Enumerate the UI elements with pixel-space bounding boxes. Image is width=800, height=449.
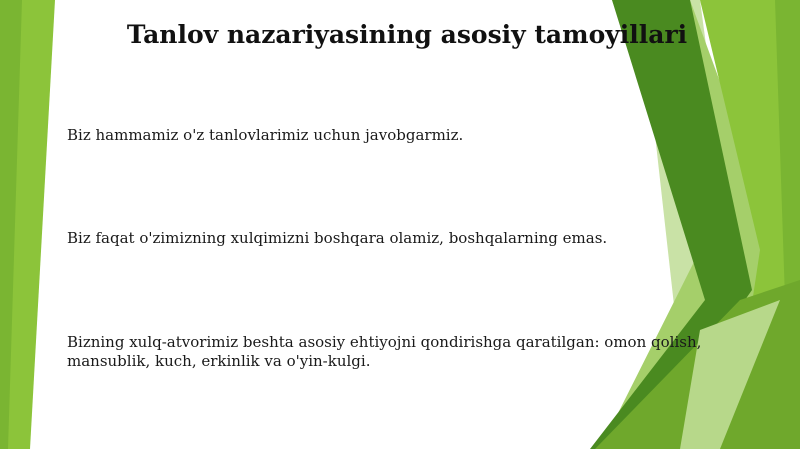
- principle-1: Biz hammamiz o'z tanlovlarimiz uchun javobgarmiz.: [67, 126, 464, 144]
- principle-2: Biz faqat o'zimizning xulqimizni boshqara olamiz, boshqalarning emas.: [67, 229, 608, 247]
- slide-title: Tanlov nazariyasining asosiy tamoyillari: [126, 20, 688, 49]
- principle-3: Bizning xulq-atvorimiz beshta asosiy ehtiyojni qondirishga qaratilgan: omon qolish, mansublik, kuch, erkinlik va o'yin-kulgi.: [67, 333, 702, 370]
